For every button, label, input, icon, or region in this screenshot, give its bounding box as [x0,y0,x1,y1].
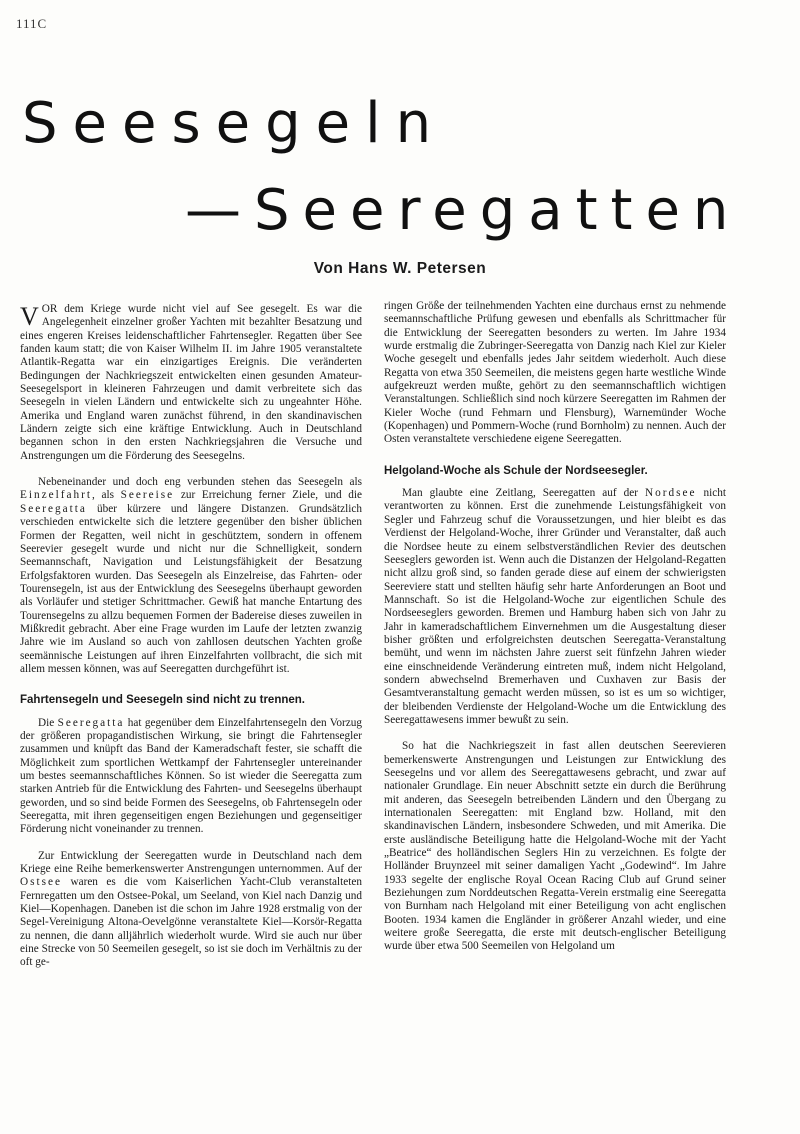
paragraph: VOR dem Kriege wurde nicht viel auf See gesegelt. Es war die Angelegenheit einzelner großer Yachten mit bezahlter Besatzung und eines engeren Kreises leidenschaftlicher Fahrtensegler. Regatten über See fanden kaum statt; die von Kaiser Wilhelm II. im Jahre 1905 veranstaltete Atlantik-Regatta war ein einzigartiges Ereignis. Die veränderten Bedingungen der Nachkriegszeit entwickelten einen gesunden Amateur-Seesegelsport in kleineren Fahrzeugen und damit verbreitete sich das Seesegeln in vielen Ländern und entwickelte sich zu ungeahnter Höhe. Amerika und England waren zunächst führend, in den skandinavischen Ländern zeigte sich eine kräftige Entwicklung. Auch in Deutschland begannen schon in den ersten Nachkriegsjahren die Versuche und Anstrengungen um die Förderung des Seesegelns. [20,302,362,462]
section-heading: Helgoland-Woche als Schule der Nordseesegler. [384,464,648,477]
title-line-2: —Seeregatten [185,178,742,243]
section-heading: Fahrtensegeln und Seesegeln sind nicht zu trennen. [20,694,305,707]
page-number: 111C [16,16,48,31]
paragraph: ringen Größe der teilnehmenden Yachten eine durchaus ernst zu nehmende seemannschaftliche Prüfung gewesen und ebenfalls als Schrittmacher für die Entwicklung der Seeregatten besonders zu werten. Im Jahre 1934 wurde erstmalig die Zubringer-Seeregatta von Danzig nach Kiel zur Kieler Woche gesegelt und ebenfalls jedes Jahr seitdem wiederholt. Auch diese Regatta von etwa 350 Seemeilen, die meistens gegen harte westliche Winde aufgekreuzt werden mußte, gehört zu den seemannschaftlich wichtigen Veranstaltungen. Schließlich sind noch kürzere Seeregatten im Rahmen der Kieler Woche (rund Fehmarn und Flensburg), Warnemünder Woche (Kopenhagen) und Pommern-Woche (rund Bornholm) zu nennen. Auch der Osten veranstaltete verschiedene eigene Seeregatten. [384,300,726,446]
paragraph: Zur Entwicklung der Seeregatten wurde in Deutschland nach dem Kriege eine Reihe bemerkenswerter Anstrengungen unternommen. Auf der Ostsee waren es die vom Kaiserlichen Yacht-Club veranstalteten Fernregatten um den Ostsee-Pokal, um Seeland, von Kiel nach Danzig und Kiel—Kopenhagen. Daneben ist die schon im Jahre 1928 erstmalig von der Segel-Vereinigung Altona-Oevelgönne veranstaltete Kiel—Korsör-Regatta zu nennen, die dann alljährlich wiederholt wurde. Wird sie auch nur über eine Strecke von 50 Seemeilen gesegelt, so ist sie doch im Verhältnis zu der oft ge- [20,849,362,969]
right-column [384,300,726,967]
left-column [20,303,362,983]
paragraph: Nebeneinander und doch eng verbunden stehen das Seesegeln als Einzelfahrt, als Seereise zur Erreichung ferner Ziele, und die Seeregatta über kürzere und längere Distanzen. Grundsätzlich verschieden entwickelte sich die letztere gegenüber den bisher üblichen Formen der Regatten, weil nicht in geschütztem, sondern in offenem Seerevier gesegelt wurde und nicht nur die Schnelligkeit, sondern Seemannschaft, Navigation und Leistungsfähigkeit der Besatzung Erfolgsfaktoren wurden. Das Seesegeln als Einzelreise, das Fahrten- oder Tourensegeln, ist aus der Entwicklung des Seesegelns überhaupt geworden als Vorläufer und stetiger Schrittmacher. Gewiß hat manche Entartung des Tourensegelns zu allzu bequemen Formen der Badereise dieses zuweilen in Mißkredit gebracht. Aber eine Frage wurden im Laufe der letzten zwanzig Jahre wie im Ausland so auch von zahllosen deutschen Yachten große seemännische Leistungen auf ihren Einzelfahrten vollbracht, die sich mit allem messen können, was auf Seeregatten durchgeführt ist. [20,476,363,675]
paragraph: Die Seeregatta hat gegenüber dem Einzelfahrtensegeln den Vorzug der größeren propagandistischen Wirkung, sie bringt die Fahrtensegler zusammen und knüpft das Band der Kameradschaft fester, sie schafft die Möglichkeit zum sportlichen Wettkampf der Fahrtensegler untereinander um bestes seemannschaftliches Können. So ist wieder die Seeregatta zum starken Antrieb für die Entwicklung des Fahrten- und Seesegelns überhaupt geworden, und so sind beide Formen des Seesegelns, ob Fahrtensegeln oder Seeregatta, mit ihren gegenseitigen engen Beziehungen und gegenseitiger Förderung nicht voneinander zu trennen. [20,716,363,836]
title-line-1: Seesegeln [22,91,447,156]
paragraph: Man glaubte eine Zeitlang, Seeregatten auf der Nordsee nicht verantworten zu können. Erst die zunehmende Leistungsfähigkeit von Segler und Fahrzeug schuf die Voraussetzungen, und hier bleibt es das Verdienst der Helgoland-Woche, ihrer Gründer und Veranstalter, daß auch die Nordsee heute zu einem selbstverständlichen Revier des deutschen Seeseglers geworden ist. Wenn auch die Distanzen der Helgoland-Regatten nicht allzu groß sind, so fanden gerade diese auf einem der schwierigsten Seereviere statt und stellten häufig sehr harte Anforderungen an Boot und Mannschaft. So ist die Helgoland-Woche zur eigentlichen Schule des Nordseeseglers geworden. Bremen und Hamburg haben sich von Jahr zu Jahr in kameradschaftlichem Einvernehmen um die Ausgestaltung dieser bisher größten und erfolgreichsten deutschen Seeregatta-Veranstaltung bemüht, und wenn im nächsten Jahre zuerst seit fünfzehn Jahren wieder eine einschneidende Veränderung eintreten muß, indem nicht Helgoland, sondern abwechselnd Bremerhaven und Cuxhaven zur Basis der Gesamtveranstaltung gemacht werden müssen, so ist es um so wichtiger, der bleibenden Verdienste der Helgoland-Woche um die Entwicklung des Seeregattawesens immer bewußt zu sein. [384,487,726,726]
paragraph: So hat die Nachkriegszeit in fast allen deutschen Seerevieren bemerkenswerte Anstrengungen und Leistungen zur Entwicklung des Seesegelns und vor allem des Seeregattawesens gebracht, und zwar auf nationaler Grundlage. Ein neuer Abschnitt setzte ein durch die Berührung mit anderen, das Seesegeln betreibenden Ländern und den Übergang zu internationalen Seeregatten: mit England bzw. Holland, mit den skandinavischen Ländern, insbesondere Schweden, und mit Amerika. Die erste ausländische Beteiligung hatte die Helgoland-Woche mit der Yacht „Beatrice“ des holländischen Seglers Hin zu verzeichnen. Es folgte der Holländer Bruynzeel mit seiner damaligen Yacht „Godewind“. Im Jahre 1933 segelte der englische Royal Ocean Racing Club auf Grund seiner Beziehungen zum Norddeutschen Regatta-Verein erstmalig eine Seeregatta von Burnham nach Helgoland mit einer Beteiligung von acht englischen Booten. 1934 kamen die Engländer in größerer Anzahl wieder, und eine weitere große Seeregatta, die erste mit deutsch-englischer Beteiligung wurde über etwa 500 Seemeilen von Helgoland um [384,740,726,953]
byline: Von Hans W. Petersen [313,260,487,277]
drop-cap: V [20,302,39,331]
